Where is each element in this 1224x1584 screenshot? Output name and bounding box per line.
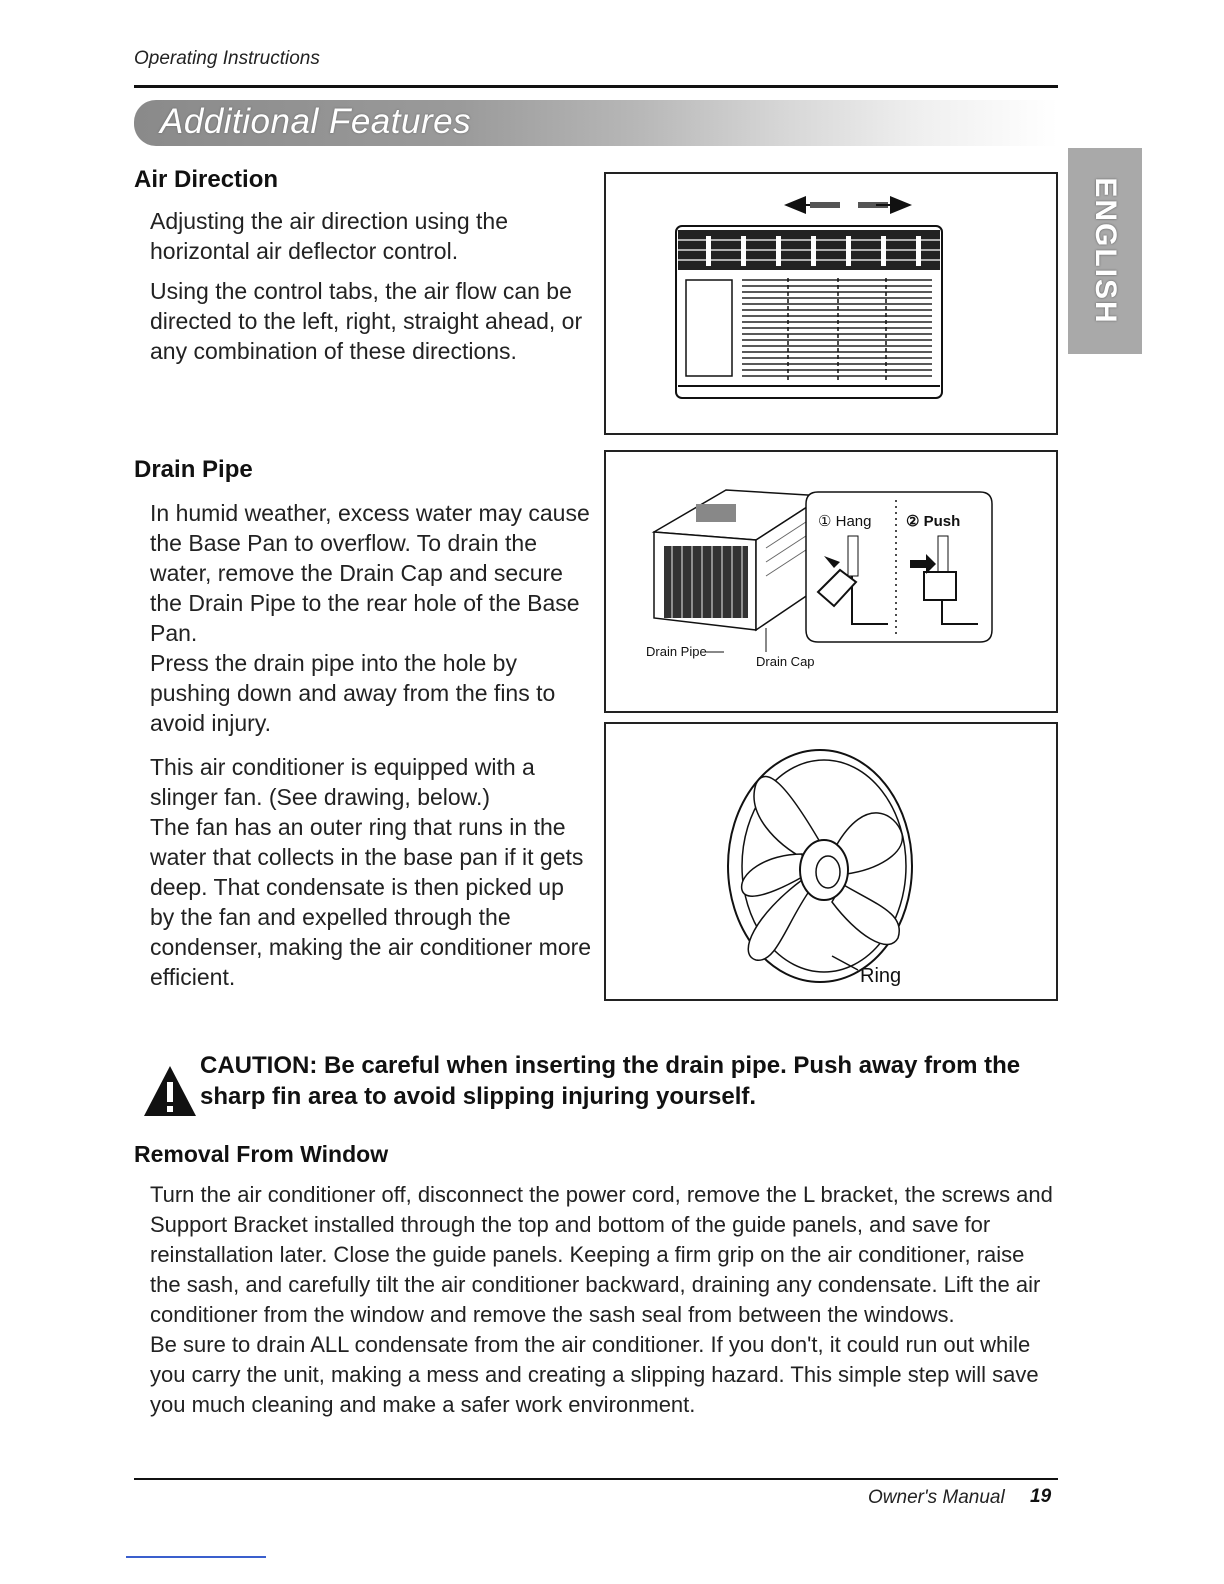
air-direction-paragraph-2: Using the control tabs, the air flow can be directed to the left, right, straight ahead, or any combination of these directions. — [150, 278, 583, 364]
drain-pipe-heading: Drain Pipe — [134, 456, 253, 483]
drain-pipe-paragraph-1b: Press the drain pipe into the hole by pushing down and away from the fins to avoid injury. — [150, 650, 556, 736]
caution-statement: CAUTION: Be careful when inserting the drain pipe. Push away from the sharp fin area to avoid slipping injuring yourself. — [200, 1052, 1021, 1110]
bottom-link-underline — [126, 1556, 266, 1558]
push-label: ② Push — [906, 513, 961, 530]
footer-rule — [134, 1478, 1058, 1480]
footer-manual-title: Owner's Manual — [868, 1487, 1005, 1508]
drain-pipe-illustration — [606, 452, 1056, 711]
hang-label: ① Hang — [818, 513, 872, 530]
language-tab-label: ENGLISH — [1089, 177, 1122, 325]
ring-label: Ring — [860, 965, 902, 987]
removal-paragraph-1: Turn the air conditioner off, disconnect the power cord, remove the L bracket, the screws and Support Bracket installed through the top and bottom of the guide panels, and save for reinstallation later. Close the guide panels. Keeping a firm grip on the air conditioner, raise the sash, and carefully tilt the air conditioner backward, draining any condensate. Lift the air conditioner from the window and remove the sash seal from between the windows. — [150, 1182, 1053, 1327]
air-direction-section — [134, 166, 584, 366]
caution-icon — [142, 1062, 202, 1122]
removal-paragraph-2: Be sure to drain ALL condensate from the air conditioner. If you don't, it could run out while you carry the unit, making a mess and creating a slipping hazard. This simple step will save you much cleaning and make a safer work environment. — [150, 1332, 1039, 1417]
drain-pipe-figure — [604, 450, 1058, 713]
removal-section — [134, 1141, 1054, 1420]
running-header: Operating Instructions — [134, 48, 320, 69]
removal-heading: Removal From Window — [134, 1141, 389, 1167]
page-number: 19 — [1030, 1486, 1052, 1507]
drain-pipe-section — [134, 456, 594, 992]
drain-pipe-label: Drain Pipe — [646, 644, 707, 659]
drain-cap-label: Drain Cap — [756, 654, 815, 669]
slinger-fan-figure — [604, 722, 1058, 1001]
left-right-arrow-icon — [784, 196, 912, 214]
slinger-fan-paragraph-2: The fan has an outer ring that runs in the water that collects in the base pan if it gets deep. That condensate is then picked up by the fan and expelled through the condenser, making the air conditioner more efficient. — [150, 814, 592, 990]
drain-pipe-paragraph-1: In humid weather, excess water may cause the Base Pan to overflow. To drain the water, remove the Drain Cap and secure the Drain Pipe to the rear hole of the Base Pan. — [150, 500, 590, 646]
section-title: Additional Features — [160, 102, 472, 141]
air-direction-paragraph-1: Adjusting the air direction using the horizontal air deflector control. — [150, 208, 508, 264]
air-direction-figure — [604, 172, 1058, 435]
slinger-fan-illustration — [606, 724, 1056, 999]
header-rule — [134, 85, 1058, 88]
slinger-fan-paragraph: This air conditioner is equipped with a slinger fan. (See drawing, below.) — [150, 754, 535, 810]
language-tab — [1068, 148, 1142, 354]
air-direction-heading: Air Direction — [134, 166, 279, 193]
air-conditioner-front-illustration — [606, 174, 1056, 433]
